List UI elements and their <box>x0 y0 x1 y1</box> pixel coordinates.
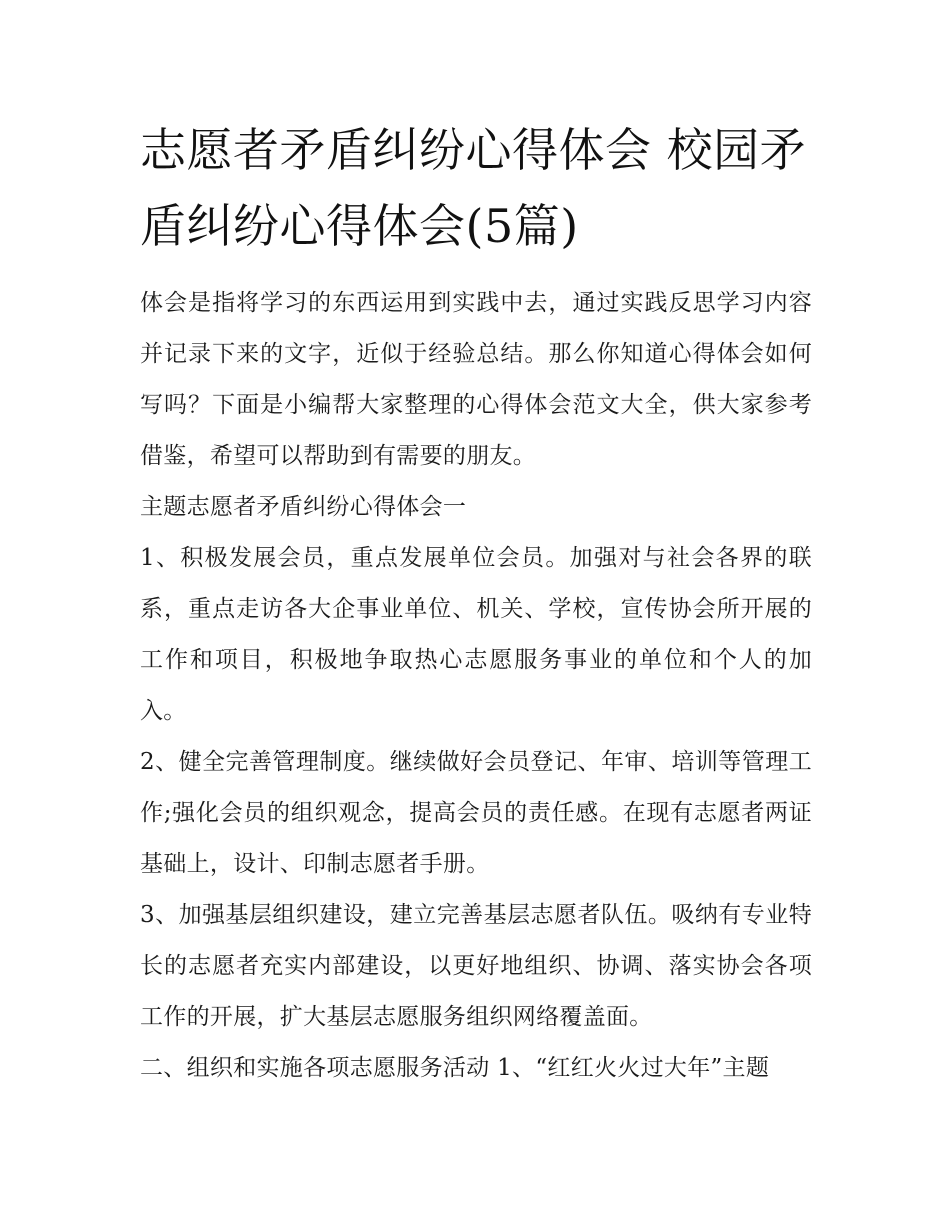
intro-paragraph: 体会是指将学习的东西运用到实践中去，通过实践反思学习内容并记录下来的文字，近似于经验总结。那么你知道心得体会如何写吗？下面是小编帮大家整理的心得体会范文大全，供大家参考借鉴，希望可以帮助到有需要的朋友。 <box>140 290 812 469</box>
document-title: 志愿者矛盾纠纷心得体会 校园矛盾纠纷心得体会(5篇) <box>140 123 807 253</box>
section-heading: 二、组织和实施各项志愿服务活动 1、“红红火火过大年”主题 <box>140 1055 770 1081</box>
list-item: 3、加强基层组织建设，建立完善基层志愿者队伍。吸纳有专业特长的志愿者充实内部建设，以更好地组织、协调、落实协会各项工作的开展，扩大基层志愿服务组织网络覆盖面。 <box>140 902 812 1030</box>
list-item: 1、积极发展会员，重点发展单位会员。加强对与社会各界的联系，重点走访各大企事业单位、机关、学校，宣传协会所开展的工作和项目，积极地争取热心志愿服务事业的单位和个人的加入。 <box>140 545 812 724</box>
document-body <box>140 278 812 1094</box>
list-item: 2、健全完善管理制度。继续做好会员登记、年审、培训等管理工作;强化会员的组织观念，提高会员的责任感。在现有志愿者两证基础上，设计、印制志愿者手册。 <box>140 749 812 877</box>
section-heading: 主题志愿者矛盾纠纷心得体会一 <box>140 494 467 520</box>
